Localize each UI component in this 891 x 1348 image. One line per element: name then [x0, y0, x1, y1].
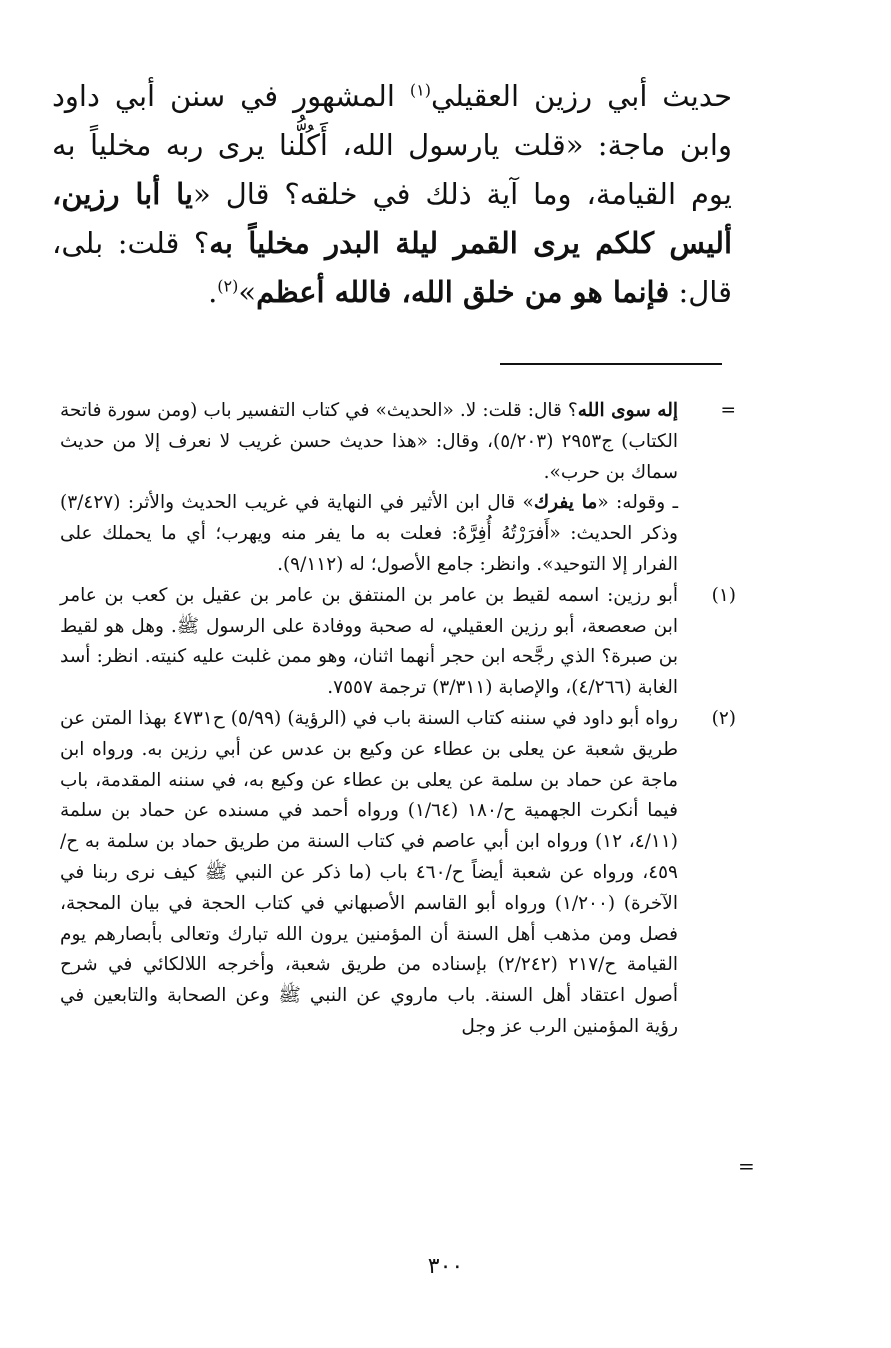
- footnote-text: رواه أبو داود في سننه كتاب السنة باب في (الرؤية) (٥/٩٩) ح٤٧٣١ بهذا المتن عن طريق شعبة عن يعلى بن عطاء عن وكيع بن عدس عن أبي رزين به. ورواه ابن ماجة عن حماد بن سلمة عن يعلى بن عطاء عن وكيع به، في سننه المقدمة، باب فيما أنكرت الجهمية ح/١٨٠ (١/٦٤) ورواه أحمد في مسنده عن حماد بن سلمة (٤/١١، ١٢) ورواه ابن أبي عاصم في كتاب السنة من طريق حماد بن سلمة به ح/٤٥٩، ورواه عن شعبة أيضاً ح/٤٦٠ باب (ما ذكر عن النبي ﷺ كيف نرى ربنا في الآخرة) (١/٢٠٠) ورواه أبو القاسم الأصبهاني في كتاب الحجة في بيان المحجة، فصل ومن مذهب أهل السنة أن المؤمنين يرون الله تبارك وتعالى بأبصارهم يوم القيامة ح/٢١٧ (٢/٢٤٢) بإسناده من طريق شعبة، وأخرجه اللالكائي في شرح أصول اعتقاد أهل السنة. باب ماروي عن النبي ﷺ وعن الصحابة والتابعين في رؤية المؤمنين الرب عز وجل: [60, 707, 679, 1037]
- main-text-run: المشهور في سنن أبي داود وابن ماجة: «قلت يارسول الله، أَكُلُّنا يرى ربه مخلياً به يوم القيامة، وما آية ذلك في خلقه؟ قال «: [52, 79, 732, 211]
- footnotes-section: [60, 396, 736, 1043]
- main-text-run: »: [238, 275, 257, 309]
- footnote-1: [60, 581, 736, 704]
- main-text-run: .: [208, 275, 218, 309]
- main-text-run: ؟ قلت: بلى، قال:: [52, 226, 732, 309]
- hadith-quote-bold: يا أبا رزين، أليس كلكم يرى القمر ليلة البدر مخلياً به: [52, 177, 732, 260]
- main-text-run: حديث أبي رزين العقيلي: [430, 79, 732, 113]
- footnote-bold-text: ما يفرك: [533, 492, 598, 514]
- footnote-2: [60, 704, 736, 1043]
- footnote-number: (٢): [711, 707, 736, 729]
- footnote-number: (١): [711, 584, 736, 606]
- hadith-quote-bold: فإنما هو من خلق الله، فالله أعظم: [256, 275, 670, 309]
- footnote-text: ـ وقوله: «: [597, 492, 678, 514]
- main-text: [52, 72, 732, 317]
- continuation-mark: =: [720, 400, 736, 421]
- footnote-text: ؟ قال: قلت: لا. «الحديث» في كتاب التفسير باب (ومن سورة فاتحة الكتاب) ج٢٩٥٣ (٥/٢٠٣)، وقال: «هذا حديث حسن غريب لا نعرف إلا من حديث سماك بن حرب».: [60, 400, 679, 483]
- footnote-ref-1[interactable]: (١): [409, 80, 431, 100]
- footnote-bold-text: إله سوى الله: [577, 400, 679, 421]
- footnote-text: أبو رزين: اسمه لقيط بن عامر بن المنتفق بن عامر بن عقيل بن كعب بن عامر ابن صعصعة، أبو رزين العقيلي، له صحبة ووفادة على الرسول ﷺ. وهل هو لقيط بن صبرة؟ الذي رجَّحه ابن حجر أنهما اثنان، وهو ممن غلبت عليه كنيته. انظر: أسد الغابة (٤/٢٦٦)، والإصابة (٣/٣١١) ترجمة ٧٥٥٧.: [60, 584, 678, 699]
- footnote-ref-2[interactable]: (٢): [217, 276, 239, 296]
- page-number: ٣٠٠: [427, 1254, 464, 1279]
- footnote-separator: [500, 363, 722, 365]
- footnote-text: » قال ابن الأثير في النهاية في غريب الحديث والأثر: (٣/٤٢٧) وذكر الحديث: «أَفرَرْتُهُ أُفِرَّهُ: فعلت به ما يفر منه ويهرب؛ أي ما يحملك على الفرار إلا التوحيد». وانظر: جامع الأصول؛ له (٩/١١٢).: [60, 492, 678, 575]
- footnote-continues-mark: =: [738, 1154, 755, 1178]
- footnote-continuation: [60, 396, 736, 581]
